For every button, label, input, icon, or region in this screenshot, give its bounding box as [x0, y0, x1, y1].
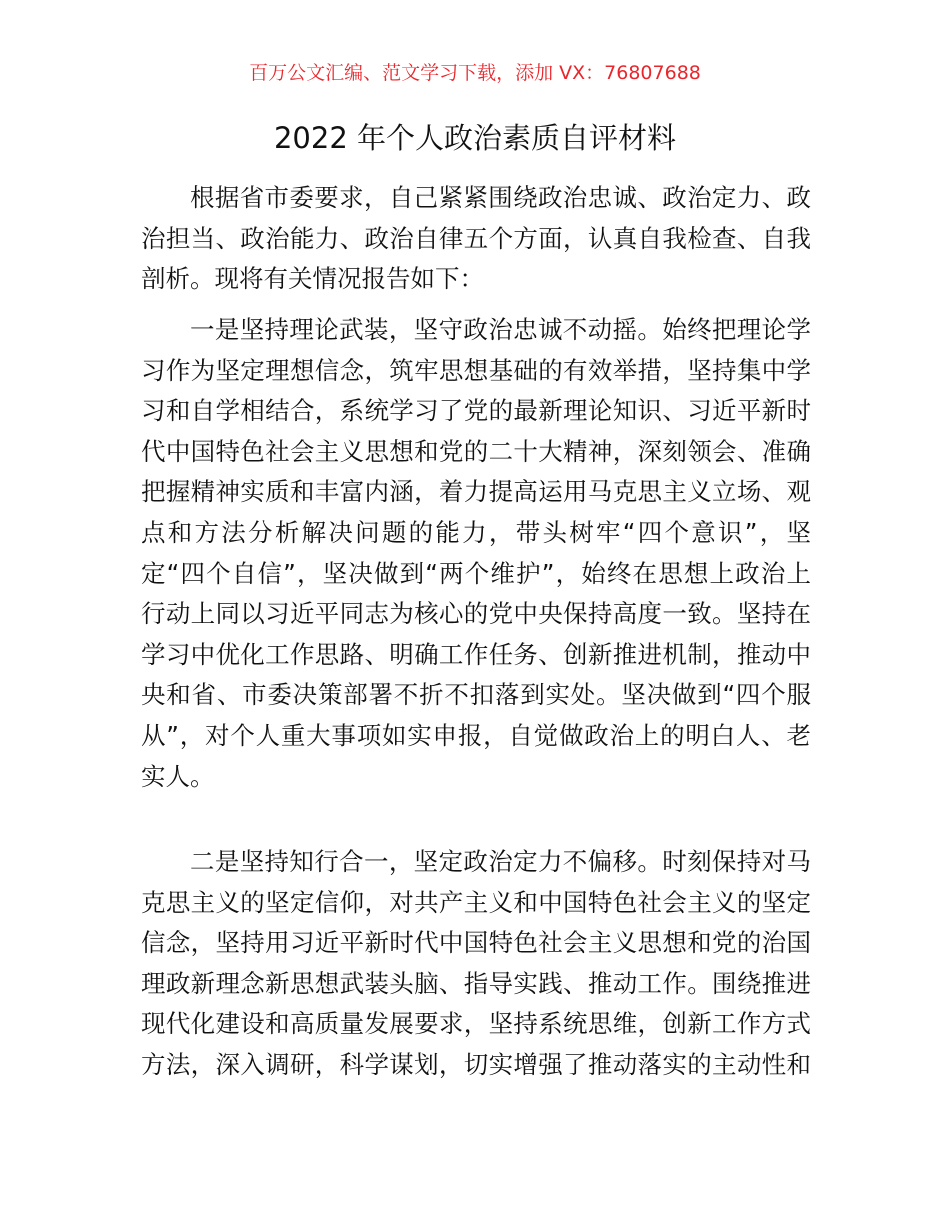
watermark-header: 百万公文汇编、范文学习下载，添加 VX：76807688	[249, 62, 701, 84]
paragraph-point-two	[141, 842, 811, 1086]
paragraph-point-one	[141, 310, 811, 797]
text-line: 理政新理念新思想武装头脑、指导实践、推动工作。围绕推进	[141, 968, 811, 998]
text-line: 克思主义的坚定信仰，对共产主义和中国特色社会主义的坚定	[141, 887, 811, 917]
text-line: 一是坚持理论武装，坚守政治忠诚不动摇。始终把理论学	[190, 315, 811, 344]
text-line: 从”，对个人重大事项如实申报，自觉做政治上的明白人、老	[141, 720, 811, 750]
text-line: 央和省、市委决策部署不折不扣落到实处。坚决做到“四个服	[141, 680, 811, 710]
text-line: 二是坚持知行合一，坚定政治定力不偏移。时刻保持对马	[190, 847, 811, 876]
text-line: 把握精神实质和丰富内涵，着力提高运用马克思主义立场、观	[141, 477, 811, 507]
text-line: 治担当、政治能力、政治自律五个方面，认真自我检查、自我	[141, 223, 811, 253]
text-line: 方法，深入调研，科学谋划，切实增强了推动落实的主动性和	[141, 1049, 811, 1079]
text-line: 点和方法分析解决问题的能力，带头树牢“四个意识”，坚	[141, 517, 811, 547]
document-title: 2022 年个人政治素质自评材料	[273, 121, 677, 155]
text-line: 习作为坚定理想信念，筑牢思想基础的有效举措，坚持集中学	[141, 355, 811, 385]
text-line: 信念，坚持用习近平新时代中国特色社会主义思想和党的治国	[141, 928, 811, 958]
text-line: 行动上同以习近平同志为核心的党中央保持高度一致。坚持在	[141, 599, 811, 629]
text-line: 现代化建设和高质量发展要求，坚持系统思维，创新工作方式	[141, 1009, 811, 1039]
text-line: 剖析。现将有关情况报告如下：	[141, 264, 484, 294]
text-line: 代中国特色社会主义思想和党的二十大精神，深刻领会、准确	[141, 436, 811, 466]
text-line: 习和自学相结合，系统学习了党的最新理论知识、习近平新时	[141, 396, 811, 426]
text-line: 学习中优化工作思路、明确工作任务、创新推进机制，推动中	[141, 639, 811, 669]
text-line: 根据省市委要求，自己紧紧围绕政治忠诚、政治定力、政	[190, 183, 811, 212]
paragraph-intro	[141, 178, 811, 300]
text-line: 实人。	[141, 761, 215, 791]
text-line: 定“四个自信”，坚决做到“两个维护”，始终在思想上政治上	[141, 558, 811, 588]
